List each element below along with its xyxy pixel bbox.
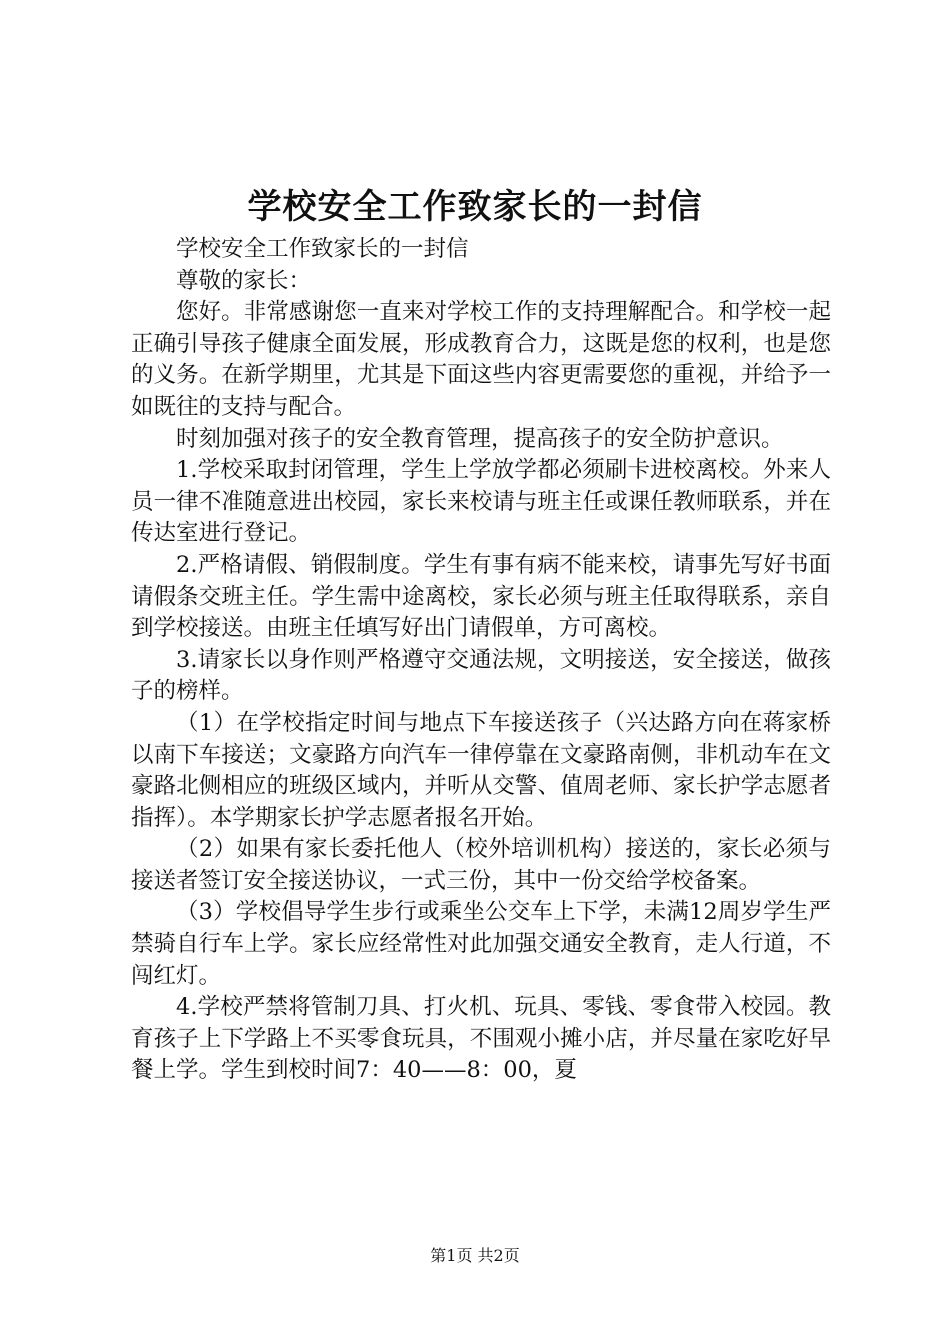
paragraph-item-3-3: （3）学校倡导学生步行或乘坐公交车上下学，未满12周岁学生严禁骑自行车上学。家长应经常性对此加强交通安全教育，走人行道，不闯红灯。 [131,899,831,989]
paragraph-item-3: 3.请家长以身作则严格遵守交通法规，文明接送，安全接送，做孩子的榜样。 [131,646,831,705]
page-footer: 第1页 共2页 [430,1246,520,1265]
paragraph-item-1: 1.学校采取封闭管理，学生上学放学都必须刷卡进校离校。外来人员一律不准随意进出校园，家长来校请与班主任或课任教师联系，并在传达室进行登记。 [131,457,831,547]
document-body [131,234,831,1087]
paragraph-safety-awareness: 时刻加强对孩子的安全教育管理，提高孩子的安全防护意识。 [176,425,784,452]
document-title: 学校安全工作致家长的一封信 [247,187,703,227]
paragraph-item-3-1: （1）在学校指定时间与地点下车接送孩子（兴达路方向在蒋家桥以南下车接送；文豪路方向汽车一律停靠在文豪路南侧，非机动车在文豪路北侧相应的班级区域内，并听从交警、值周老师、家长护学志愿者指挥）。本学期家长护学志愿者报名开始。 [131,709,831,831]
paragraph-item-4: 4.学校严禁将管制刀具、打火机、玩具、零钱、零食带入校园。教育孩子上下学路上不买零食玩具，不围观小摊小店，并尽量在家吃好早餐上学。学生到校时间7：40——8：00，夏 [131,994,831,1084]
paragraph-heading-repeat: 学校安全工作致家长的一封信 [176,236,469,262]
paragraph-salutation: 尊敬的家长： [176,267,312,294]
paragraph-item-3-2: （2）如果有家长委托他人（校外培训机构）接送的，家长必须与接送者签订安全接送协议，一式三份，其中一份交给学校备案。 [131,836,831,894]
paragraph-item-2: 2.严格请假、销假制度。学生有事有病不能来校，请事先写好书面请假条交班主任。学生需中途离校，家长必须与班主任取得联系，亲自到学校接送。由班主任填写好出门请假单，方可离校。 [131,551,831,642]
paragraph-greeting: 您好。非常感谢您一直来对学校工作的支持理解配合。和学校一起正确引导孩子健康全面发展，形成教育合力，这既是您的权利，也是您的义务。在新学期里，尤其是下面这些内容更需要您的重视，并给予一如既往的支持与配合。 [131,299,831,420]
